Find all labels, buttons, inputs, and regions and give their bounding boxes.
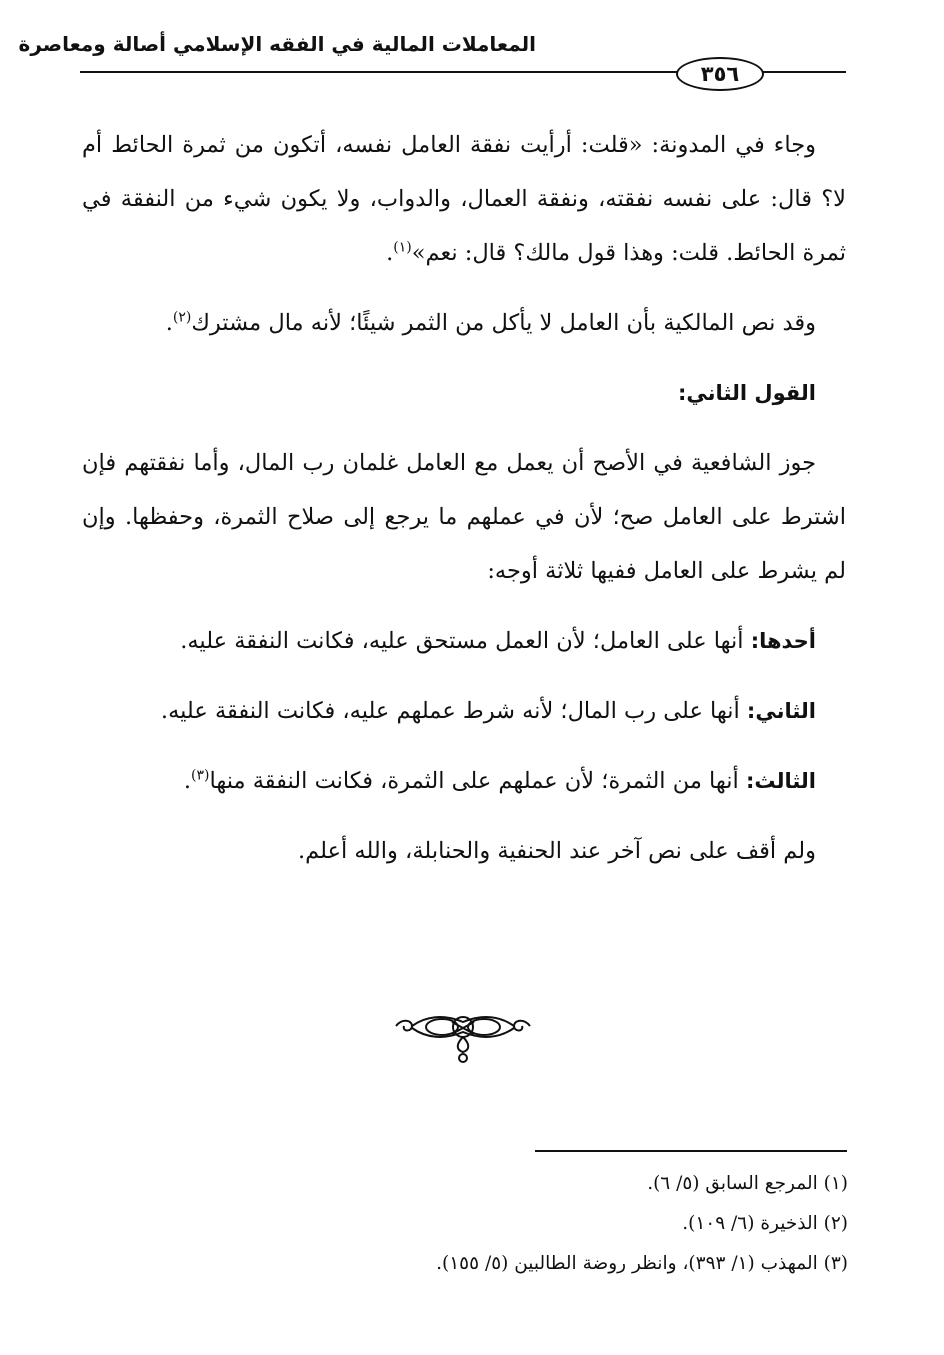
opinion-third-label: الثالث:	[745, 769, 816, 793]
footnotes	[148, 1164, 848, 1284]
running-title: المعاملات المالية في الفقه الإسلامي أصالة ومعاصرة	[18, 32, 536, 56]
ornament-divider-icon	[392, 1010, 534, 1064]
opinion-third: الثالث: أنها من الثمرة؛ لأن عملهم على الثمرة، فكانت النفقة منها$^{(٣)}$.	[183, 767, 816, 794]
opinion-first: أحدها: أنها على العامل؛ لأن العمل مستحق عليه، فكانت النفقة عليه.	[180, 628, 816, 654]
main-text	[82, 118, 846, 894]
footnote-ref-1: (١)	[393, 239, 412, 256]
footnote-3: (٣) المهذب (١/ ٣٩٣)، وانظر روضة الطالبين (٥/ ١٥٥).	[436, 1253, 848, 1274]
footnote-rule	[535, 1150, 847, 1152]
opinion-first-label: أحدها:	[750, 629, 816, 653]
footnote-2: (٢) الذخيرة (٦/ ١٠٩).	[682, 1213, 848, 1234]
paragraph-closing: ولم أقف على نص آخر عند الحنفية والحنابلة، والله أعلم.	[298, 838, 816, 864]
opinion-second-label: الثاني:	[746, 699, 816, 723]
paragraph-mudawwana: وجاء في المدونة: «قلت: أرأيت نفقة العامل نفسه، أتكون من ثمرة الحائط أم لا؟ قال: على نفسه نفقته، ونفقة العمال، والدواب، ولا يكون شيء من النفقة في ثمرة الحائط. قلت: وهذا قول مالك؟ قال: نعم»$^{(١)}$.	[82, 132, 846, 266]
footnote-1: (١) المرجع السابق (٥/ ٦).	[647, 1173, 848, 1194]
footnote-ref-2: (٢)	[172, 309, 192, 326]
paragraph-malikiyya: وقد نص المالكية بأن العامل لا يأكل من الثمر شيئًا؛ لأنه مال مشترك$^{(٢)}$.	[165, 309, 816, 336]
paragraph-shafiiyya: جوز الشافعية في الأصح أن يعمل مع العامل غلمان رب المال، وأما نفقتهم فإن اشترط على العامل صح؛ لأن في عملهم ما يرجع إلى صلاح الثمرة، وحفظها. وإن لم يشرط على العامل ففيها ثلاثة أوجه:	[82, 450, 846, 584]
page-number: ٣٥٦	[676, 57, 764, 91]
section-heading: القول الثاني:	[678, 381, 816, 405]
footnote-ref-3: (٣)	[191, 767, 210, 784]
opinion-second: الثاني: أنها على رب المال؛ لأنه شرط عملهم عليه، فكانت النفقة عليه.	[160, 698, 816, 724]
